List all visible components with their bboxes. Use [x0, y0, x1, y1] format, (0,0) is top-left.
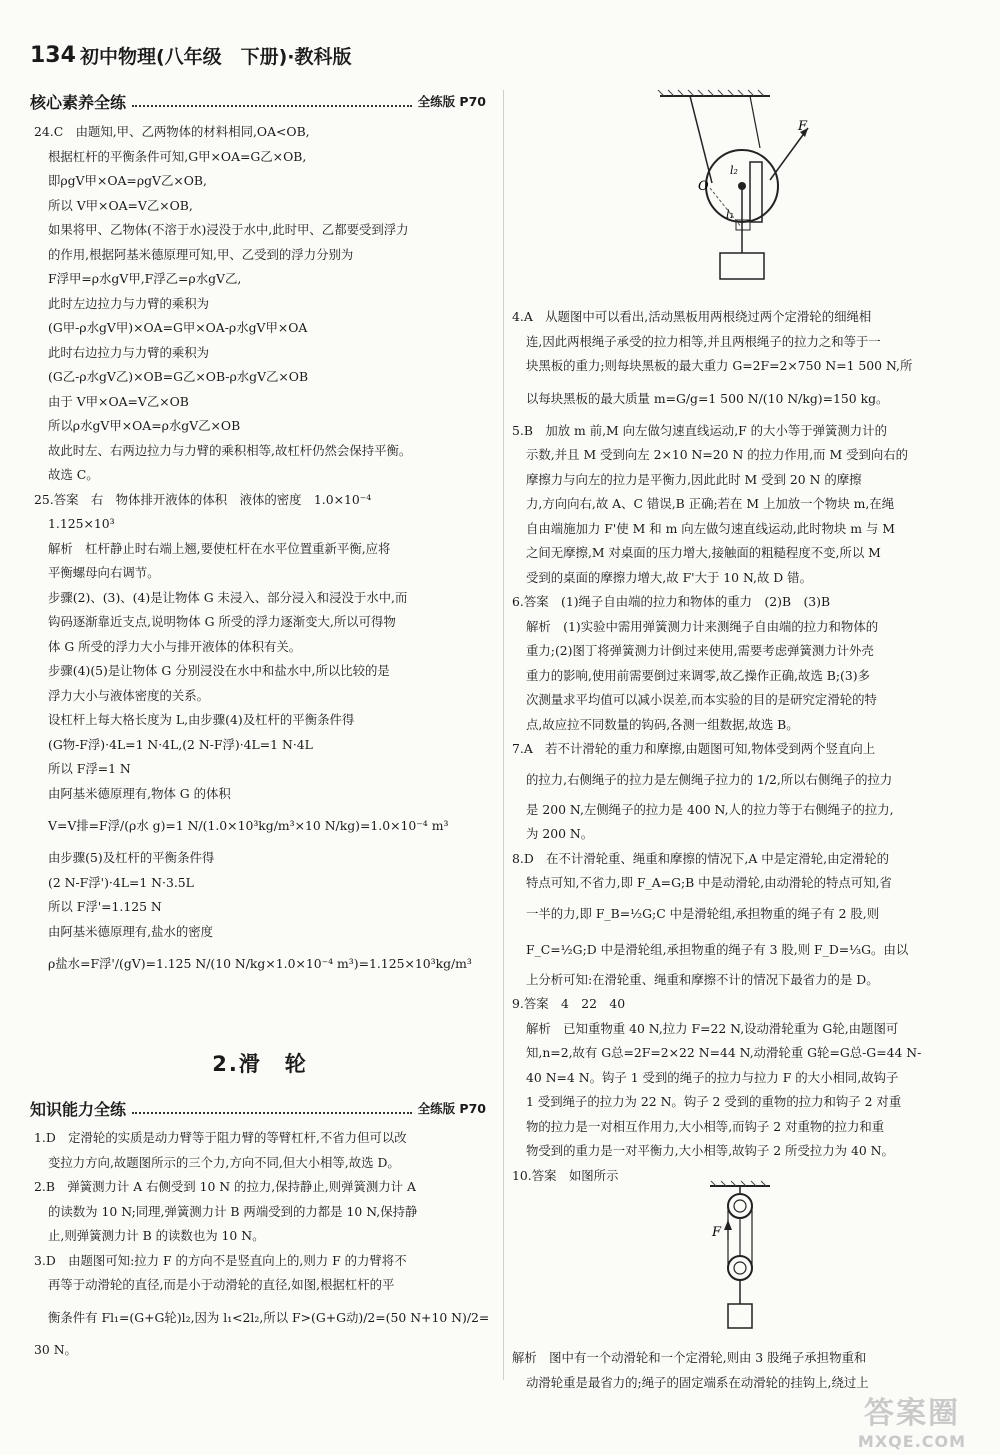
text-line: 浮力大小与液体密度的关系。 — [48, 687, 210, 703]
text-line: 解析 (1)实验中需用弹簧测力计来测绳子自由端的拉力和物体的 — [526, 618, 879, 634]
text-line: 由阿基米德原理有,盐水的密度 — [48, 923, 214, 939]
page-header — [30, 40, 490, 70]
text-line: 连,因此两根绳子承受的拉力相等,并且两根绳子的拉力之和等于一 — [526, 333, 881, 349]
left-column-bottom — [34, 1126, 492, 1362]
text-line: 特点可知,不省力,即 F_A=G;B 中是动滑轮,由动滑轮的特点可知,省 — [526, 875, 892, 890]
watermark-url: MXQE.COM — [857, 1431, 967, 1451]
text-line: 所以 F浮'=1.125 N — [48, 899, 162, 914]
formula-line: 一半的力,即 F_B=½G;C 中是滑轮组,承担物重的绳子有 2 股,则 — [526, 905, 880, 921]
text-line: 变拉力方向,故题图所示的三个力,方向不同,但大小相等,故选 D。 — [48, 1154, 400, 1170]
text-line: 故选 C。 — [48, 467, 99, 482]
text-line: 所以 V甲×OA=V乙×OB, — [48, 197, 193, 213]
pulley-lever-diagram — [650, 88, 830, 288]
text-line: 解析 图中有一个动滑轮和一个定滑轮,则由 3 股绳子承担物重和 — [512, 1350, 867, 1365]
text-line: 1 受到绳子的拉力为 22 N。钩子 2 受到的重物的拉力和钩子 2 对重 — [526, 1094, 902, 1109]
text-line: 所以 F浮=1 N — [48, 761, 131, 776]
text-line: 钩码逐渐靠近支点,说明物体 G 所受的浮力逐渐变大,所以可得物 — [48, 614, 396, 629]
text-line: 40 N=4 N。钩子 1 受到的绳子的拉力与拉力 F 的大小相同,故钩子 — [526, 1069, 899, 1085]
text-line: 10.答案 如图所示 — [512, 1167, 619, 1183]
text-line: 受到的桌面的摩擦力增大,故 F'大于 10 N,故 D 错。 — [526, 569, 812, 585]
formula-line: ρ盐水=F浮'/(gV)=1.125 N/(10 N/kg×1.0×10⁻⁴ m³)=1.125×10³kg/m³ — [48, 956, 472, 971]
formula-line: 的拉力,右侧绳子的拉力是左侧绳子拉力的 1/2,所以右侧绳子的拉力 — [526, 771, 893, 787]
text-line: (2 N-F浮')·4L=1 N·3.5L — [48, 874, 194, 890]
right-column-top — [512, 305, 952, 1188]
text-line: 是 200 N,左侧绳子的拉力是 400 N,人的拉力等于右侧绳子的拉力, — [526, 801, 894, 817]
leader-dots — [132, 1102, 412, 1114]
section-bar-core — [30, 90, 486, 112]
text-line: 步骤(4)(5)是让物体 G 分别浸没在水中和盐水中,所以比较的是 — [48, 663, 390, 678]
text-line: 3.D 由题图可知:拉力 F 的方向不是竖直向上的,则力 F 的力臂将不 — [34, 1252, 407, 1268]
formula-line: 衡条件有 Fl₁=(G+G轮)l₂,因为 l₁<2l₂,所以 F>(G+G动)/2=(50 N+10 N)/2= — [48, 1309, 490, 1325]
section-ref: 全练版 P70 — [417, 1101, 486, 1116]
text-line: 为 200 N。 — [526, 826, 594, 841]
pulley-lever-figure — [650, 88, 830, 288]
text-line: 重力的影响,使用前需要倒过来调零,故乙操作正确,故选 B;(3)多 — [526, 667, 870, 683]
section-ref: 全练版 P70 — [417, 94, 486, 109]
text-line: 物的拉力是一对相互作用力,大小相等,而钩子 2 对重物的拉力和重 — [526, 1118, 885, 1134]
chapter-heading: 2.滑 轮 — [212, 1052, 308, 1076]
watermark — [842, 1387, 982, 1451]
text-line: 1.D 定滑轮的实质是动力臂等于阻力臂的等臂杠杆,不省力但可以改 — [34, 1130, 407, 1145]
text-line: 6.答案 (1)绳子自由端的拉力和物体的重力 (2)B (3)B — [512, 594, 831, 609]
text-line: 设杠杆上每大格长度为 L,由步骤(4)及杠杆的平衡条件得 — [48, 712, 355, 727]
text-line: 知,n=2,故有 G总=2F=2×22 N=44 N,动滑轮重 G轮=G总-G=44 N- — [526, 1045, 922, 1060]
text-line: 再等于动滑轮的直径,而是小于动滑轮的直径,如图,根据杠杆的平 — [48, 1277, 395, 1292]
label-F: F — [712, 1225, 722, 1240]
label-l1: l₁ — [726, 208, 734, 221]
text-line: 7.A 若不计滑轮的重力和摩擦,由题图可知,物体受到两个竖直向上 — [512, 741, 876, 756]
text-line: 5.B 加放 m 前,M 向左做匀速直线运动,F 的大小等于弹簧测力计的 — [512, 422, 887, 438]
text-line: 的读数为 10 N;同理,弹簧测力计 B 两端受到的力都是 10 N,保持静 — [48, 1203, 418, 1219]
text-line: F浮甲=ρ水gV甲,F浮乙=ρ水gV乙, — [48, 271, 242, 286]
section-name: 知识能力全练 — [30, 1099, 127, 1119]
text-line: (G乙-ρ水gV乙)×OB=G乙×OB-ρ水gV乙×OB — [48, 369, 309, 384]
left-column-top — [34, 120, 492, 984]
pulley-block-diagram — [700, 1180, 780, 1340]
text-line: 的作用,根据阿基米德原理可知,甲、乙受到的浮力分别为 — [48, 246, 354, 262]
text-line: 上分析可知:在滑轮重、绳重和摩擦不计的情况下最省力的是 D。 — [526, 971, 879, 987]
page-number: 134 — [30, 42, 76, 68]
text-line: 由阿基米德原理有,物体 G 的体积 — [48, 785, 231, 801]
text-line: 4.A 从题图中可以看出,活动黑板用两根绕过两个定滑轮的细绳相 — [512, 309, 872, 324]
label-O: O — [698, 179, 709, 194]
text-line: 示数,并且 M 受到向左 2×10 N=20 N 的拉力作用,而 M 受到向右的 — [526, 447, 909, 462]
text-line: 止,则弹簧测力计 B 的读数也为 10 N。 — [48, 1228, 265, 1243]
text-line: 步骤(2)、(3)、(4)是让物体 G 未浸入、部分浸入和浸没于水中,而 — [48, 589, 408, 605]
pulley-block-figure — [700, 1180, 780, 1340]
watermark-title: 答案圈 — [864, 1395, 960, 1431]
formula-line: 以每块黑板的最大质量 m=G/g=1 500 N/(10 N/kg)=150 kg。 — [526, 390, 889, 406]
text-line: 物受到的重力是一对平衡力,大小相等,故钩子 2 所受拉力为 40 N。 — [526, 1143, 894, 1158]
text-line: 2.B 弹簧测力计 A 右侧受到 10 N 的拉力,保持静止,则弹簧测力计 A — [34, 1179, 416, 1194]
text-line: 8.D 在不计滑轮重、绳重和摩擦的情况下,A 中是定滑轮,由定滑轮的 — [512, 850, 890, 866]
text-line: 摩擦力与向左的拉力是平衡力,因此此时 M 受到 20 N 的摩擦 — [526, 471, 862, 487]
text-line: 动滑轮重是最省力的;绳子的固定端系在动滑轮的挂钩上,绕过上 — [526, 1374, 869, 1390]
text-line: 此时左边拉力与力臂的乘积为 — [48, 295, 210, 311]
text-line: 即ρgV甲×OA=ρgV乙×OB, — [48, 173, 207, 188]
formula-line: V=V排=F浮/(ρ水 g)=1 N/(1.0×10³kg/m³×10 N/kg)=1.0×10⁻⁴ m³ — [48, 818, 449, 833]
text-line: 自由端施加力 F'使 M 和 m 向左做匀速直线运动,此时物块 m 与 M — [526, 520, 895, 536]
text-line: 解析 杠杆静止时右端上翘,要使杠杆在水平位置重新平衡,应将 — [48, 540, 391, 556]
text-line: 所以ρ水gV甲×OA=ρ水gV乙×OB — [48, 418, 241, 433]
text-line: 力,方向向右,故 A、C 错误,B 正确;若在 M 上加放一个物块 m,在绳 — [526, 496, 895, 511]
text-line: 点,故应拉不同数量的钩码,各测一组数据,故选 B。 — [526, 716, 799, 732]
text-line: 30 N。 — [34, 1341, 77, 1357]
text-line: 由于 V甲×OA=V乙×OB — [48, 393, 189, 409]
section-bar-knowledge — [30, 1097, 486, 1119]
label-F: F — [798, 119, 808, 134]
text-line: 1.125×10³ — [48, 516, 115, 531]
text-line: 故此时左、右两边拉力与力臂的乘积相等,故杠杆仍然会保持平衡。 — [48, 442, 412, 458]
text-line: 25.答案 右 物体排开液体的体积 液体的密度 1.0×10⁻⁴ — [34, 491, 372, 507]
text-line: 解析 已知重物重 40 N,拉力 F=22 N,设动滑轮重为 G轮,由题图可 — [526, 1020, 899, 1036]
text-line: 体 G 所受的浮力大小与排开液体的体积有关。 — [48, 638, 302, 654]
text-line: 重力;(2)图丁将弹簧测力计倒过来使用,需要考虑弹簧测力计外壳 — [526, 643, 874, 658]
text-line: 根据杠杆的平衡条件可知,G甲×OA=G乙×OB, — [48, 148, 307, 164]
text-line: 块黑板的重力;则每块黑板的最大重力 G=2F=2×750 N=1 500 N,所 — [526, 358, 913, 373]
text-line: (G物-F浮)·4L=1 N·4L,(2 N-F浮)·4L=1 N·4L — [48, 736, 313, 752]
text-line: 由步骤(5)及杠杆的平衡条件得 — [48, 850, 215, 865]
label-l2: l₂ — [730, 164, 738, 177]
column-divider — [503, 90, 504, 1380]
text-line: 次测量求平均值可以减小误差,而本实验的目的是研究定滑轮的特 — [526, 692, 877, 707]
text-line: 如果将甲、乙物体(不溶于水)浸没于水中,此时甲、乙都要受到浮力 — [48, 222, 409, 237]
formula-line: F_C=½G;D 中是滑轮组,承担物重的绳子有 3 股,则 F_D=⅓G。由以 — [526, 941, 909, 957]
text-line: 24.C 由题知,甲、乙两物体的材料相同,OA<OB, — [34, 124, 310, 139]
text-line: (G甲-ρ水gV甲)×OA=G甲×OA-ρ水gV甲×OA — [48, 320, 308, 335]
text-line: 之间无摩擦,M 对桌面的压力增大,接触面的粗糙程度不变,所以 M — [526, 545, 881, 560]
text-line: 平衡螺母向右调节。 — [48, 565, 160, 580]
book-title: 初中物理(八年级 下册)·教科版 — [79, 45, 352, 68]
text-line: 9.答案 4 22 40 — [512, 996, 626, 1011]
leader-dots — [132, 95, 412, 107]
text-line: 此时右边拉力与力臂的乘积为 — [48, 344, 210, 360]
section-name: 核心素养全练 — [30, 92, 127, 112]
